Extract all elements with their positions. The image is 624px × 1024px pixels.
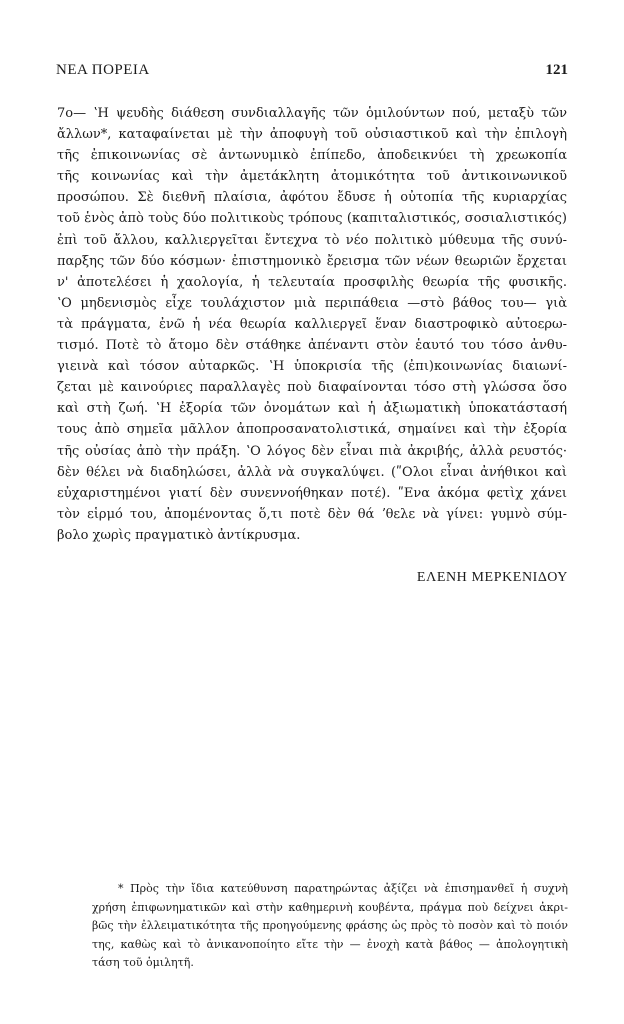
text-line: ν' ἀποτελέσει ἡ χαολογία, ἡ τελευταία προσφιλὴς θεωρία τῆς φυσικῆς. [57, 274, 567, 290]
text-line: ʽΟ μηδενισμὸς εἶχε τουλάχιστον μιὰ περιπάθεια —στὸ βάθος του— γιὰ [57, 295, 567, 311]
text-line: ἄλλων*, καταφαίνεται μὲ τὴν ἀποφυγὴ τοῦ οὐσιαστικοῦ καὶ τὴν ἐπιλογὴ [57, 127, 567, 143]
text-line: τισμό. Ποτὲ τὸ ἄτομο δὲν στάθηκε ἀπέναντι στὸν ἑαυτό του τόσο ἀνθυ- [57, 338, 567, 354]
page-header [56, 62, 568, 84]
text-line: προσώπου. Σὲ διεθνῆ πλαίσια, ἀφότου ἔδυσε ἡ οὐτοπία τῆς κυριαρχίας [57, 190, 567, 206]
footnote-line: * Πρὸς τὴν ἴδια κατεύθυνση παρατηρώντας ἀξίζει νὰ ἐπισημανθεῖ ἡ συχνὴ [118, 882, 568, 895]
text-line: τῆς κοινωνίας καὶ τὴν ἀμετάκλητη ἀτομικότητα τοῦ ἀντικοινωνικοῦ [57, 169, 567, 185]
author-signature: ΕΛΕΝΗ ΜΕΡΚΕΝΙΔΟΥ [416, 570, 568, 585]
text-line: εὐχαριστημένοι γιατί δὲν συνεννοήθηκαν ποτέ). ʺΕνα ἀκόμα φετὶχ χάνει [57, 485, 567, 501]
text-line: ἐπὶ τοῦ ἄλλου, καλλιεργεῖται ἔντεχνα τὸ νέο πολιτικὸ μύθευμα τῆς συνύ- [57, 232, 567, 248]
text-line: τοῦ ἑνὸς ἀπὸ τοὺς δύο πολιτικοὺς τρόπους (καπιταλιστικός, σοσιαλιστικός) [57, 211, 567, 227]
text-line: δὲν θέλει νὰ διαδηλώσει, ἀλλὰ νὰ συγκαλύψει. (ʺΟλοι εἶναι ἀνήθικοι καὶ [57, 464, 567, 480]
text-line: καὶ στὴ ζωή. ʽΗ ἐξορία τῶν ὀνομάτων καὶ ἡ ἀξιωματικὴ ὑποκατάστασή [57, 401, 567, 417]
text-line: τὰ πράγματα, ἐνῶ ἡ νέα θεωρία καλλιεργεῖ ἕναν διαστροφικὸ αὐτοερω- [57, 316, 567, 332]
text-line: ζεται μὲ καινούριες παραλλαγὲς ποὺ διαφαίνονται τόσο στὴ γλώσσα ὅσο [57, 380, 567, 396]
footnote-line: χρήση ἐπιφωνηματικῶν καὶ στὴν καθημερινὴ κουβέντα, πράγμα ποὺ δείχνει ἀκρι- [92, 900, 568, 914]
text-line: 7ο— ʽΗ ψευδὴς διάθεση συνδιαλλαγῆς τῶν ὁμιλούντων πού, μεταξὺ τῶν [57, 106, 567, 121]
text-line: τους ἀπὸ σημεῖα μᾶλλον ἀποπροσανατολιστικά, σημαίνει καὶ τὴν ἐξορία [57, 422, 567, 438]
footnote-line: βῶς τὴν ἐλλειματικότητα τῆς προηγούμενης φράσης ὡς πρὸς τὸ ποσὸν καὶ τὸ ποιόν [92, 919, 568, 933]
text-line: τὸν εἱρμό του, ἀπομένοντας ὅ,τι ποτὲ δὲν θά ʼθελε νὰ γίνει: γυμνὸ σύμ- [57, 506, 567, 522]
footnote-line: της, καθὼς καὶ τὸ ἀνικανοποίητο εἴτε τὴν — ἐνοχὴ κατὰ βάθος — ἀπολογητικὴ [92, 937, 568, 951]
text-line: παρξης τῶν δύο κόσμων· ἐπιστημονικὸ ἔρεισμα τῶν νέων θεωριῶν ἔρχεται [57, 253, 567, 269]
body-paragraph [57, 103, 567, 546]
text-line: τῆς ἐπικοινωνίας σὲ ἀντωνυμικὸ ἐπίπεδο, ἀποδεικνύει τὴ χρεωκοπία [57, 148, 567, 164]
footnote [92, 880, 568, 973]
page-number: 121 [545, 62, 568, 78]
running-head: ΝΕΑ ΠΟΡΕΙΑ [56, 62, 150, 78]
footnote-line: τάση τοῦ ὁμιλητῆ. [92, 956, 194, 970]
text-line: βολο χωρὶς πραγματικὸ ἀντίκρυσμα. [57, 527, 301, 543]
text-line: τῆς οὐσίας ἀπὸ τὴν πράξη. ʽΟ λόγος δὲν εἶναι πιὰ ἀκριβής, ἀλλὰ ρευστός· [57, 443, 567, 459]
text-line: γιεινὰ καὶ τόσον αὐταρκῶς. ʽΗ ὑποκρισία τῆς (ἐπι)κοινωνίας διαιωνί- [57, 359, 567, 375]
